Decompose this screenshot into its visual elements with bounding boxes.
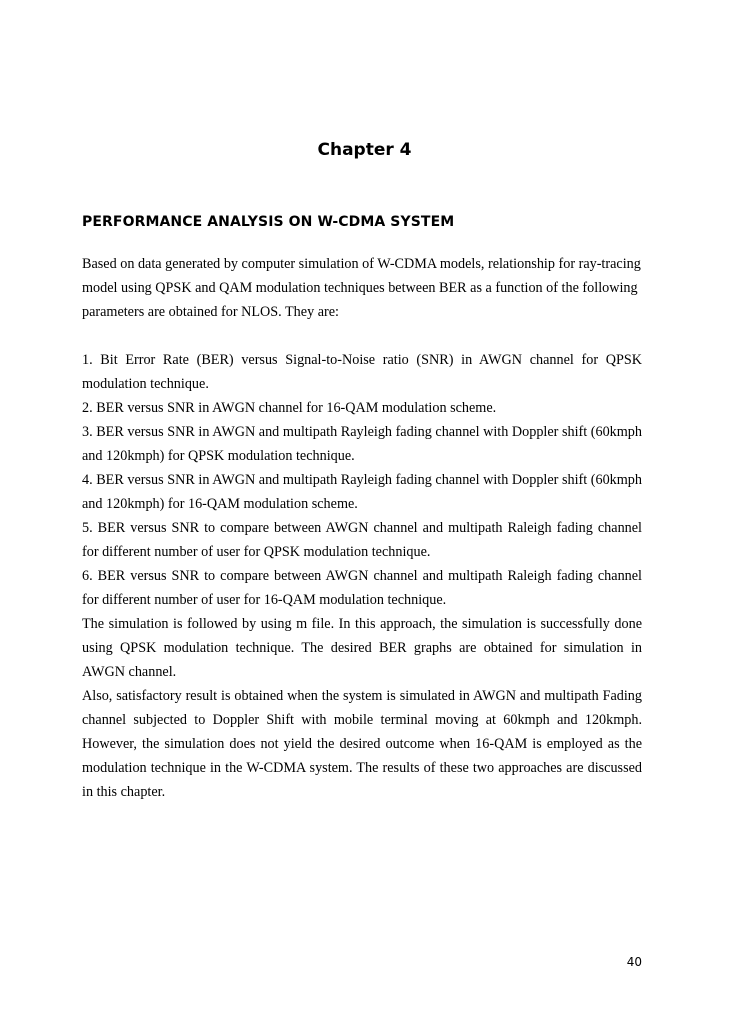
list-item: 2. BER versus SNR in AWGN channel for 16-QAM modulation scheme.	[82, 400, 497, 416]
body-paragraph: Also, satisfactory result is obtained when the system is simulated in AWGN and multipath Fading channel subjected to Doppler Shift with mobile terminal moving at 60kmph and 120kmph. However, the simulation does not yield the desired outcome when 16-QAM is employed as the modulation technique in the W-CDMA system. The results of these two approaches are discussed in this chapter.	[82, 688, 642, 800]
body-paragraph: The simulation is followed by using m file. In this approach, the simulation is successfully done using QPSK modulation technique. The desired BER graphs are obtained for simulation in AWGN channel.	[82, 616, 642, 680]
page-number: 40	[626, 955, 642, 969]
list-item: 4. BER versus SNR in AWGN and multipath Rayleigh fading channel with Doppler shift (60kmph and 120kmph) for 16-QAM modulation scheme.	[82, 472, 642, 512]
list-item: 3. BER versus SNR in AWGN and multipath Rayleigh fading channel with Doppler shift (60kmph and 120kmph) for QPSK modulation technique.	[82, 424, 642, 464]
chapter-title: Chapter 4	[317, 140, 412, 160]
intro-paragraph: Based on data generated by computer simulation of W-CDMA models, relationship for ray-tracing model using QPSK and QAM modulation techniques between BER as a function of the following parameters are obtained for NLOS. They are:	[82, 256, 641, 320]
section-heading: PERFORMANCE ANALYSIS ON W-CDMA SYSTEM	[82, 214, 455, 230]
list-item: 6. BER versus SNR to compare between AWGN channel and multipath Raleigh fading channel for different number of user for 16-QAM modulation technique.	[82, 568, 642, 608]
list-item: 5. BER versus SNR to compare between AWGN channel and multipath Raleigh fading channel for different number of user for QPSK modulation technique.	[82, 520, 642, 560]
list-item: 1. Bit Error Rate (BER) versus Signal-to-Noise ratio (SNR) in AWGN channel for QPSK modulation technique.	[82, 352, 642, 392]
body-text	[82, 252, 642, 804]
